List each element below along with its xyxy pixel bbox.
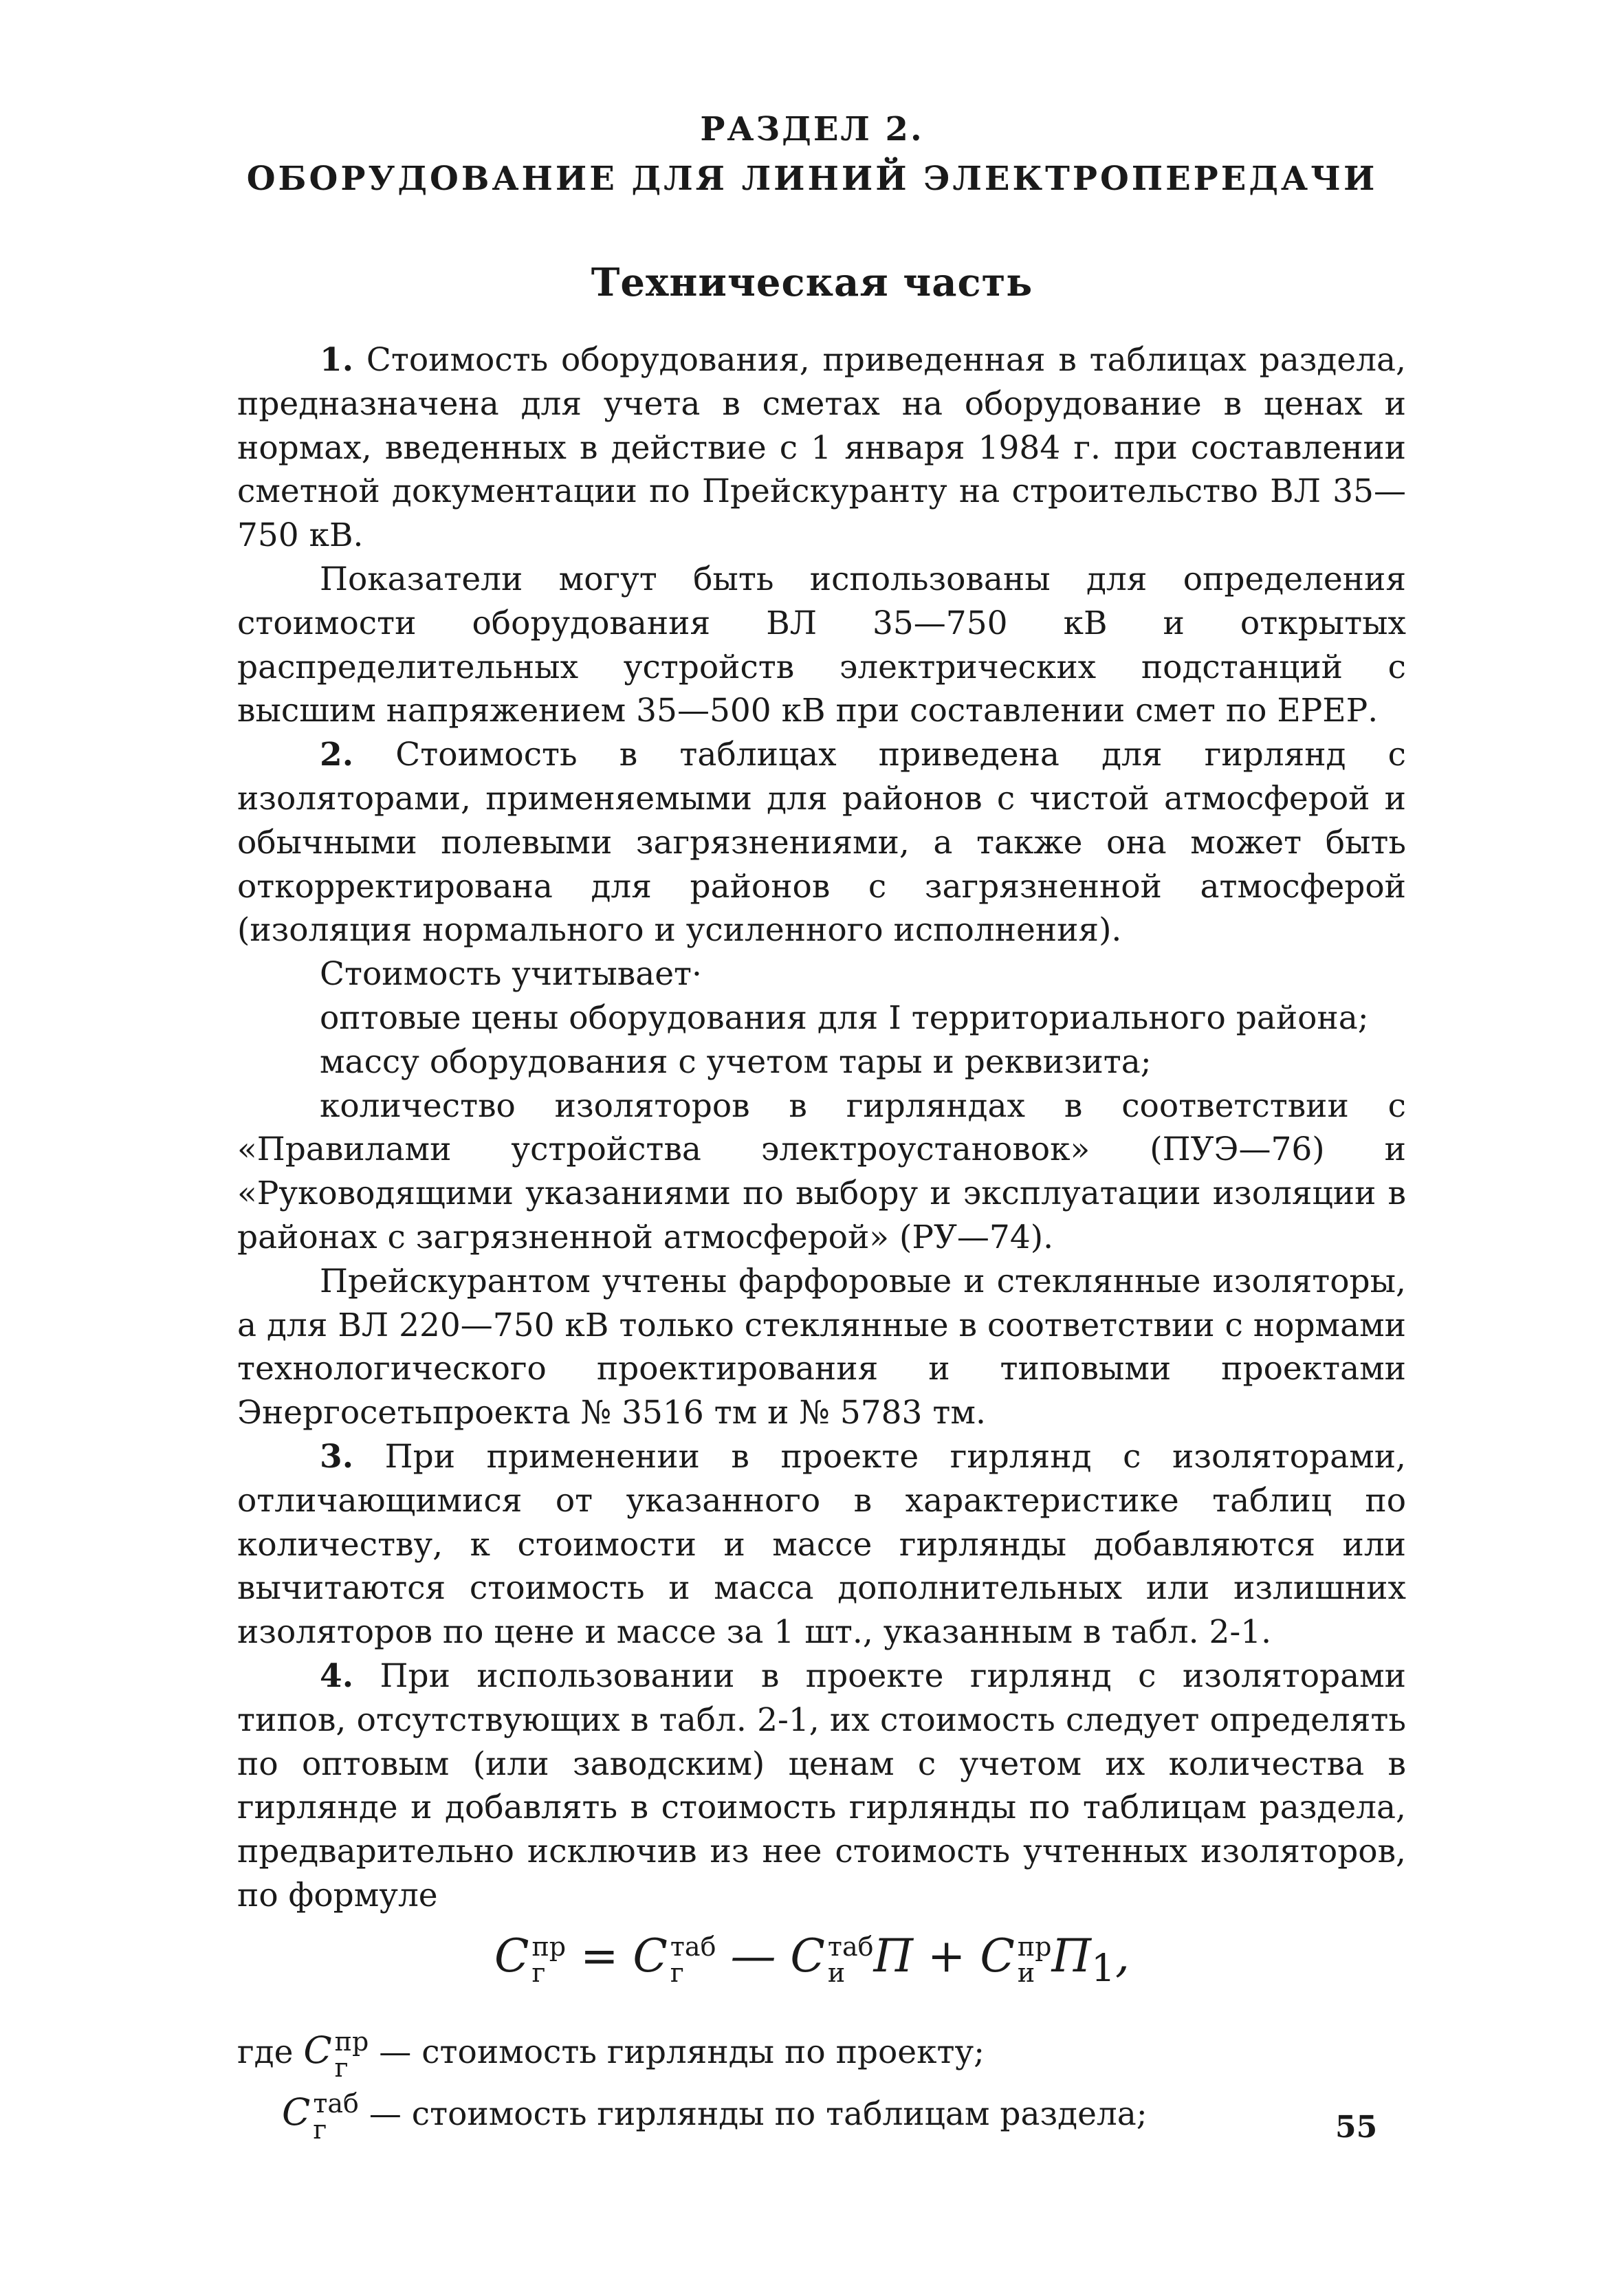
paragraph-number: 2. xyxy=(320,736,354,774)
paragraph-3: 3. При применении в проекте гирлянд с изоляторами, отличающимися от указанного в характеристике таблиц по количеству, к стоимости и массе гирлянды добавляются или вычитаются стоимость и масса дополнительных или излишних изоляторов по цене и массе за 1 шт., указанным в табл. 2-1. xyxy=(237,1437,1406,1652)
paragraph-4: 4. При использовании в проекте гирлянд с изоляторами типов, отсутствующих в табл. 2-1, их стоимость следует определять по оптовым (или заводским) ценам с учетом их количества в гирлянде и добавлять в стоимость гирлянды по таблицам раздела, предварительно исключив из нее стоимость учтенных изоляторов, по формуле xyxy=(237,1657,1406,1914)
body-text xyxy=(237,338,1406,1918)
section-title: ОБОРУДОВАНИЕ ДЛЯ ЛИНИЙ ЭЛЕКТРОПЕРЕДАЧИ xyxy=(246,160,1378,198)
paragraph-1-cont: Показатели могут быть использованы для определения стоимости оборудования ВЛ 35—750 кВ и открытых распределительных устройств электрических подстанций с высшим напряжением 35—500 кВ при составлении смет по ЕРЕР. xyxy=(237,560,1406,730)
list-item-prices: оптовые цены оборудования для I территориального района; xyxy=(320,998,1369,1037)
paragraph-1: 1. Стоимость оборудования, приведенная в таблицах раздела, предназначена для учета в сметах на оборудование в ценах и нормах, введенных в действие с 1 января 1984 г. при составлении сметной документации по Прейскуранту на строительство ВЛ 35—750 кВ. xyxy=(237,341,1406,555)
formula-legend-2: С таб г — стоимость гирлянды по таблицам раздела; xyxy=(282,2088,1148,2145)
page-number: 55 xyxy=(1335,2110,1378,2145)
part-title: Техническая часть xyxy=(591,260,1033,305)
paragraph-pricelist: Прейскурантом учтены фарфоровые и стеклянные изоляторы, а для ВЛ 220—750 кВ только стеклянные в соответствии с нормами технологического проектирования и типовыми проектами Энергосетьпроекта № 3516 тм и № 5783 тм. xyxy=(237,1262,1406,1432)
paragraph-number: 4. xyxy=(320,1657,354,1695)
paragraph-includes: Стоимость учитывает· xyxy=(320,955,702,994)
cost-formula: С пр г = С таб г — С таб и П + С пр и $П_1$, xyxy=(494,1929,1130,1991)
formula-legend-1: где С пр г — стоимость гирлянды по проекту; xyxy=(237,2026,985,2083)
paragraph-number: 3. xyxy=(320,1437,354,1476)
list-item-mass: массу оборудования с учетом тары и реквизита; xyxy=(320,1042,1152,1081)
section-number: РАЗДЕЛ 2. xyxy=(700,110,924,149)
paragraph-2: 2. Стоимость в таблицах приведена для гирлянд с изоляторами, применяемыми для районов с чистой атмосферой и обычными полевыми загрязнениями, а также она может быть откорректирована для районов с загрязненной атмосферой (изоляция нормального и усиленного исполнения). xyxy=(237,736,1406,950)
paragraph-number: 1. xyxy=(320,341,354,379)
list-item-insulators: количество изоляторов в гирляндах в соответствии с «Правилами устройства электроустановок» (ПУЭ—76) и «Руководящими указаниями по выбору и эксплуатации изоляции в районах с загрязненной атмосферой» (РУ—74). xyxy=(237,1086,1406,1256)
